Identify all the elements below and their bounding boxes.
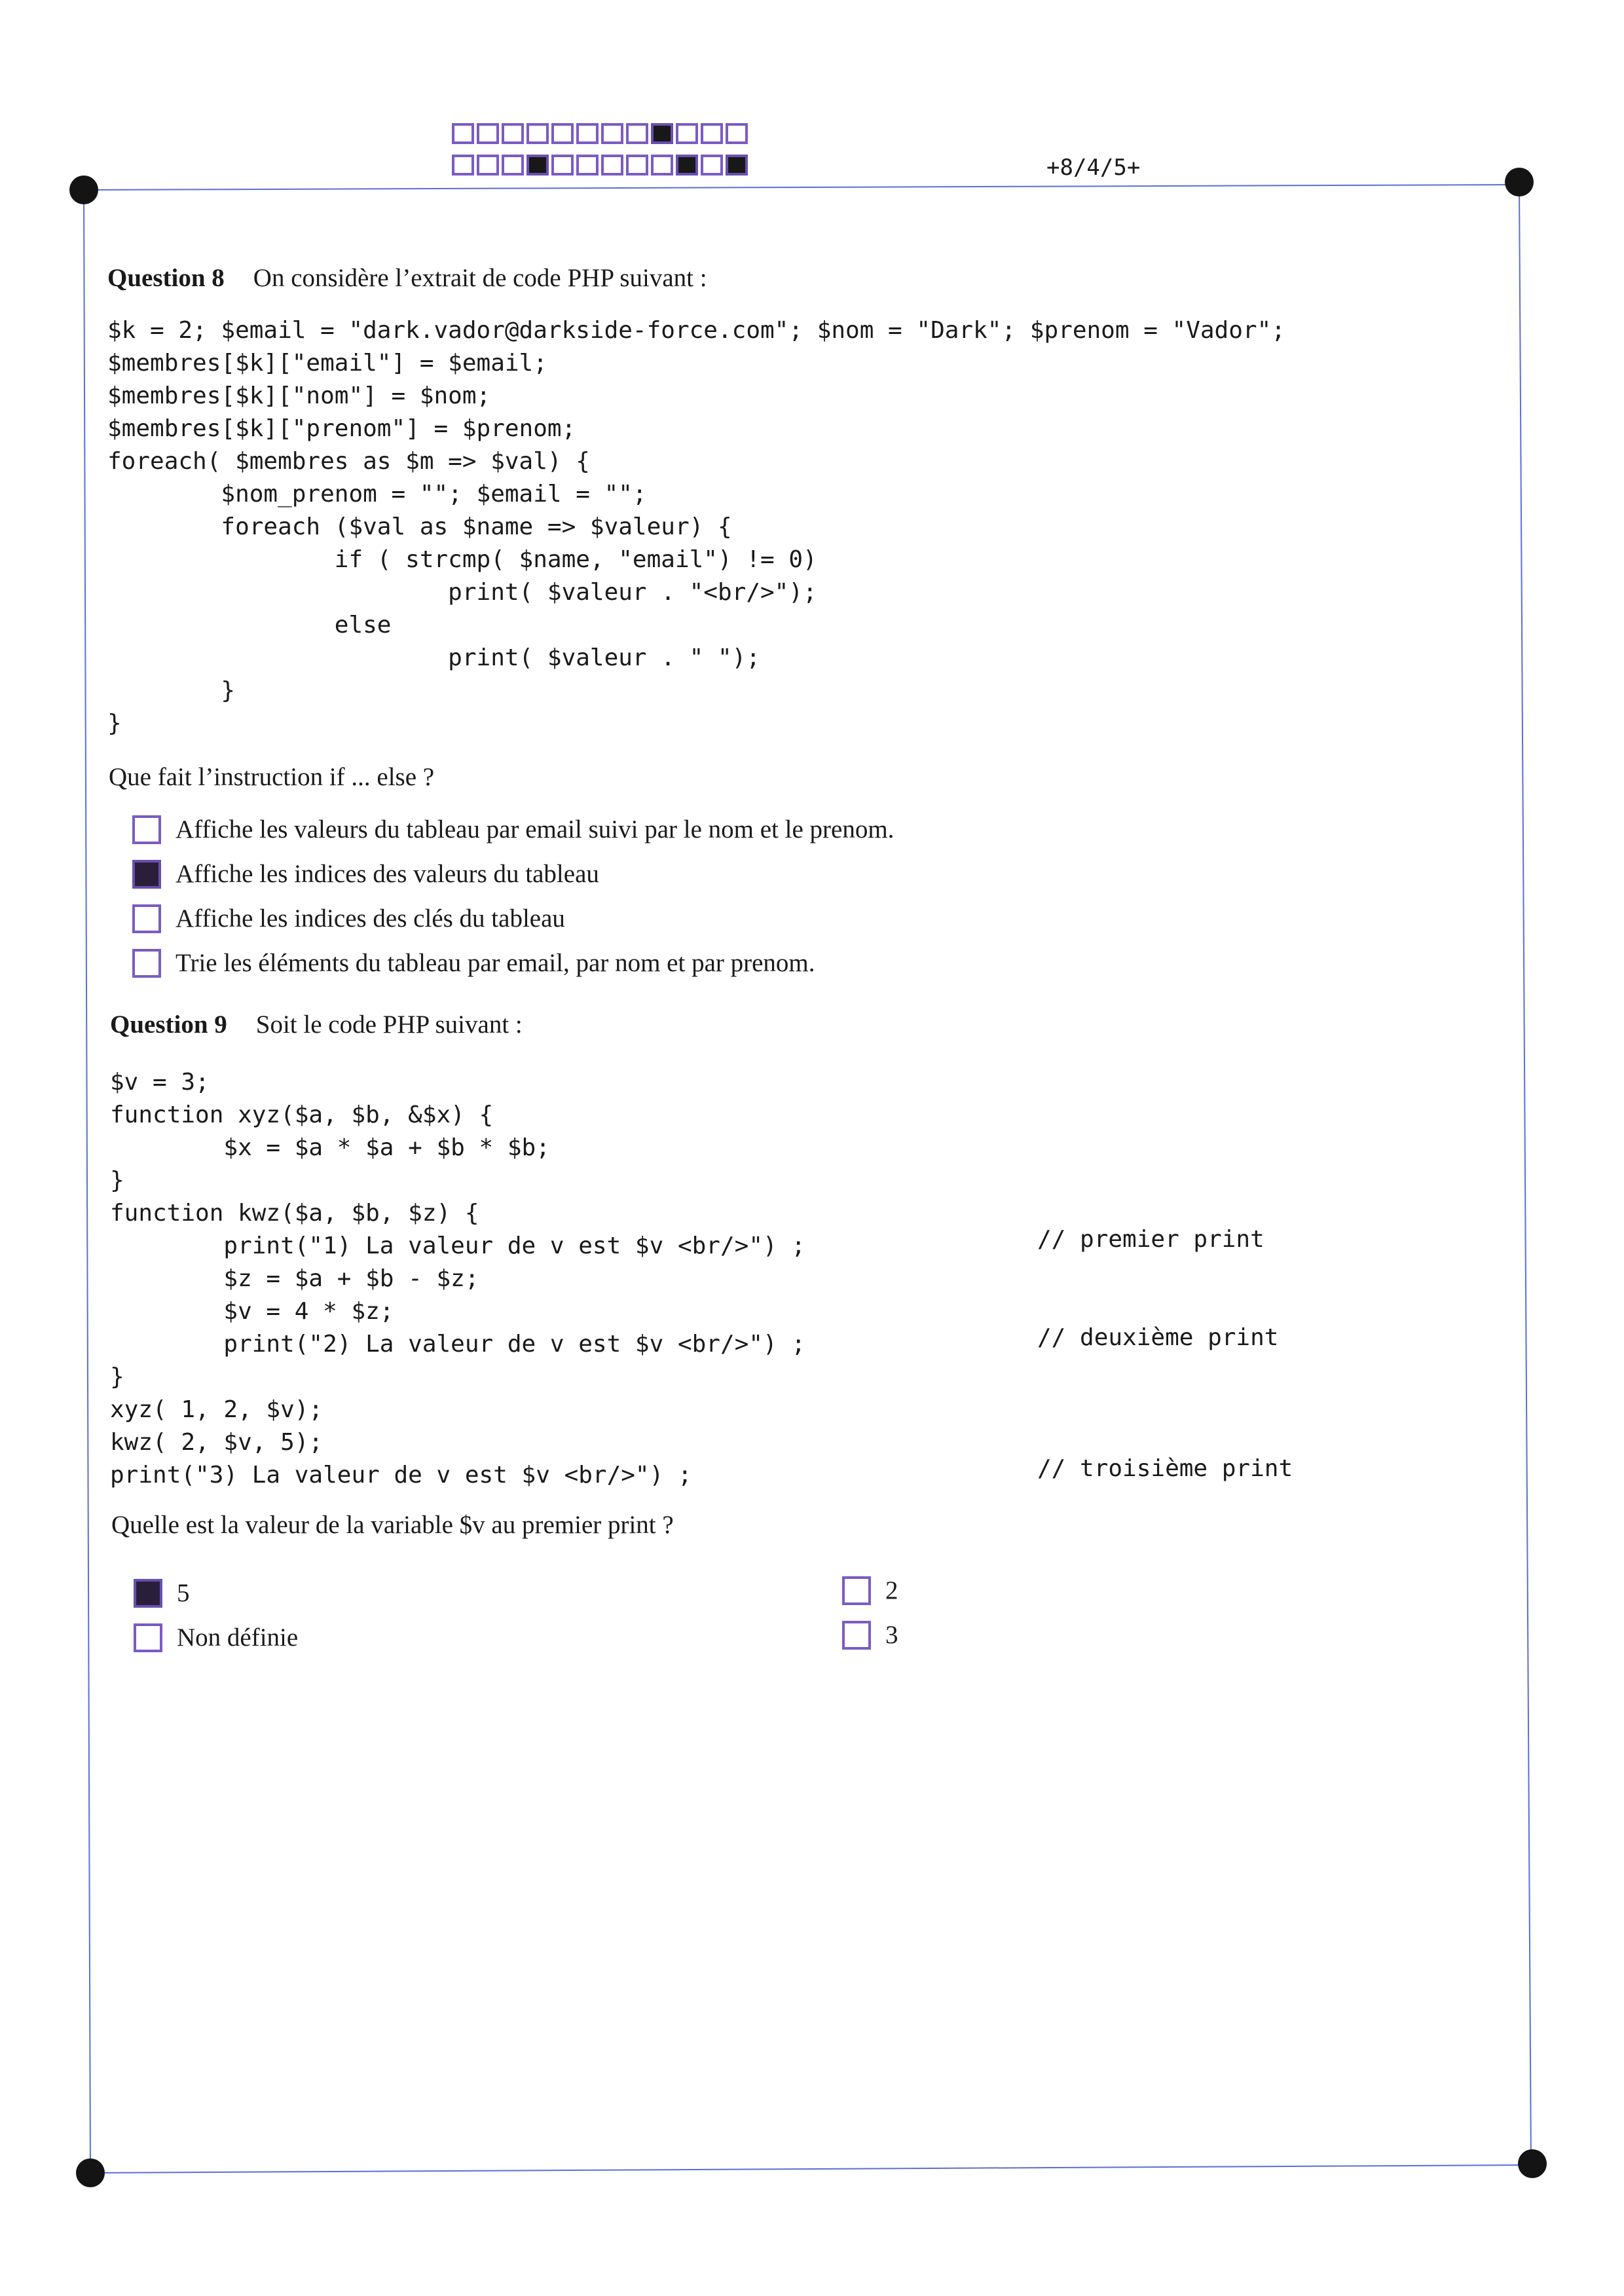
checkbox[interactable] [132,949,161,978]
barcode-cell-filled [676,155,698,176]
corner-marker-top-left [69,176,98,204]
q8-answer-1[interactable] [132,815,894,844]
question-8-prompt: Que fait l’instruction if ... else ? [109,763,435,791]
q9-answer-5[interactable] [134,1578,190,1608]
barcode-row-2 [452,155,750,176]
barcode-row-1 [452,123,750,144]
barcode-cell-empty [452,155,474,176]
barcode-cell-empty [626,123,648,144]
barcode-cell-filled [726,155,748,176]
corner-marker-bottom-left [76,2158,105,2187]
checkbox[interactable] [842,1621,871,1650]
answer-label: Non définie [177,1623,299,1652]
q9-answer-2[interactable] [842,1576,898,1605]
barcode-cell-empty [701,123,723,144]
checkbox-checked[interactable] [134,1579,162,1608]
barcode-cell-empty [502,123,524,144]
answer-label: 3 [885,1621,898,1649]
comment-deuxieme-print: // deuxième print [1037,1324,1279,1351]
checkbox[interactable] [842,1576,871,1605]
page-id: +8/4/5+ [1046,155,1141,181]
q8-answer-3[interactable] [132,904,565,933]
question-9-prompt: Quelle est la valeur de la variable $v au premier print ? [111,1511,674,1539]
comment-premier-print: // premier print [1037,1226,1264,1253]
question-9-title [110,1010,523,1039]
checkbox-checked[interactable] [132,860,161,889]
barcode-cell-empty [651,155,673,176]
barcode-cell-empty [601,123,623,144]
question-8-title [107,263,707,293]
question-text: Soit le code PHP suivant : [255,1010,523,1039]
barcode-cell-empty [626,155,648,176]
barcode-cell-filled [526,155,549,176]
barcode-cell-empty [452,123,474,144]
q8-answer-2[interactable] [132,859,599,889]
corner-marker-bottom-right [1518,2149,1547,2178]
barcode-cell-empty [551,155,574,176]
barcode-cell-empty [526,123,549,144]
answer-label: 2 [885,1576,898,1604]
barcode-cell-empty [576,123,599,144]
answer-label: Trie les éléments du tableau par email, par nom et par prenom. [175,949,815,977]
barcode-cell-empty [477,123,499,144]
barcode-cell-empty [502,155,524,176]
question-8-code: $k = 2; $email = "dark.vador@darkside-force.com"; $nom = "Dark"; $prenom = "Vador"; $membres[$k]["email"] = $email; $membres[$k]["nom"] = $nom; $membres[$k]["prenom"] = $prenom; foreach( $membres as $m => $val) { $nom_prenom = ""; $email = ""; foreach ($val as $name => $valeur) { if ( strcmp( $name, "email") != 0) print( $valeur . "<br/>"); else print( $valeur . " "); } } [107,317,1285,737]
corner-marker-top-right [1505,168,1534,196]
barcode-cell-empty [701,155,723,176]
answer-label: Affiche les indices des valeurs du tableau [175,860,599,888]
q8-answer-4[interactable] [132,948,815,978]
barcode-cell-empty [676,123,698,144]
answer-label: 5 [177,1579,190,1607]
question-number: Question 9 [110,1010,227,1039]
q9-answer-3[interactable] [842,1620,898,1650]
question-number: Question 8 [107,264,225,292]
question-text: On considère l’extrait de code PHP suivant : [253,264,707,292]
barcode-cell-empty [601,155,623,176]
question-9-code: $v = 3; function xyz($a, $b, &$x) { $x = $a * $a + $b * $b; } function kwz($a, $b, $z) { print("1) La valeur de v est $v <br/>") ; $z = $a + $b - $z; $v = 4 * $z; print("2) La valeur de v est $v <br/>") ; } xyz( 1, 2, $v); kwz( 2, $v, 5); print("3) La valeur de v est $v <br/>") ; [110,1069,806,1489]
barcode-cell-empty [551,123,574,144]
barcode-cell-empty [477,155,499,176]
comment-troisieme-print: // troisième print [1037,1455,1293,1482]
answer-label: Affiche les valeurs du tableau par email suivi par le nom et le prenom. [175,815,895,843]
barcode-cell-empty [576,155,599,176]
barcode-cell-empty [726,123,748,144]
barcode-cell-filled [651,123,673,144]
checkbox[interactable] [134,1623,162,1652]
answer-label: Affiche les indices des clés du tableau [175,904,565,933]
q9-answer-non-definie[interactable] [134,1623,298,1652]
checkbox[interactable] [132,815,161,844]
checkbox[interactable] [132,904,161,933]
